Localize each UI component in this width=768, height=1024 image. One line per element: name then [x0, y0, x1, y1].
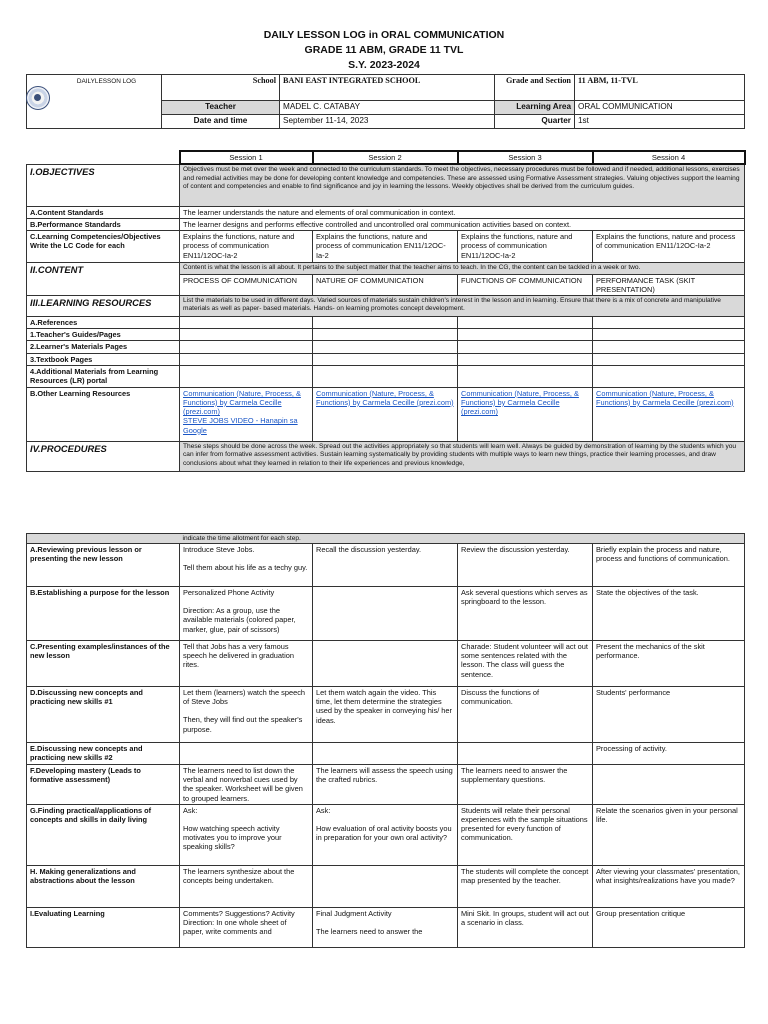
empty-cell [458, 341, 593, 353]
procedure-text: Recall the discussion yesterday. [316, 545, 422, 554]
empty-cell [313, 316, 458, 328]
lc-session-1: Explains the functions, nature and process of communication EN11/12OC-Ia-2 [180, 231, 313, 263]
procedure-session-4 [593, 804, 745, 865]
empty-cell [180, 329, 313, 341]
procedure-text: The learners need to answer the supplementary questions. [461, 766, 568, 785]
content-title: II.CONTENT [27, 263, 180, 296]
title-line-1: DAILY LESSON LOG in ORAL COMMUNICATION [263, 29, 505, 41]
learning-area-label: Learning Area [495, 101, 575, 115]
performance-standards-label: B.Performance Standards [27, 218, 180, 230]
empty-cell [458, 353, 593, 365]
resources-session-1 [180, 387, 313, 441]
empty-cell [458, 329, 593, 341]
session-3-header: Session 3 [458, 151, 593, 164]
procedure-text: Students will relate their personal experiences with the sample situations presented for every function of communication. [461, 805, 588, 843]
procedure-text: Processing of activity. [596, 744, 667, 753]
procedure-text: Comments? Suggestions? Activity Direction: In one whole sheet of paper, write comments and [183, 908, 295, 937]
title-line-2: GRADE 11 ABM, GRADE 11 TVL [304, 44, 464, 56]
content-standards-value: The learner understands the nature and elements of oral communication in context. [180, 206, 745, 218]
empty-cell [593, 365, 745, 387]
procedure-text: How watching speech activity motivates you to improve your speaking skills? [183, 824, 282, 852]
textbook-pages-label: 3.Textbook Pages [27, 353, 180, 365]
teachers-guides-label: 1.Teacher's Guides/Pages [27, 329, 180, 341]
session-2-header: Session 2 [313, 151, 458, 164]
learning-resources-note: List the materials to be used in different days. Varied sources of materials sustain children's interest in the lesson and in learning. Ensure that there is a mix of concrete and manipulative materials as well as paper- based materials. Hands- on learning promotes concept development. [180, 295, 745, 316]
prezi-link-1[interactable]: Communication (Nature, Process, & Functions) by Carmela Cecille (prezi.com) [183, 388, 301, 417]
lc-session-4: Explains the functions, nature and process of communication EN11/12OC-Ia-2 [593, 231, 745, 263]
session-1-header: Session 1 [180, 151, 313, 164]
procedure-session-4 [593, 765, 745, 805]
references-label: A.References [27, 316, 180, 328]
resources-session-4 [593, 387, 745, 441]
empty-cell [593, 329, 745, 341]
learning-area-value: ORAL COMMUNICATION [575, 101, 745, 115]
empty-cell [313, 353, 458, 365]
content-session-3: FUNCTIONS OF COMMUNICATION [458, 274, 593, 295]
prezi-link-3[interactable]: Communication (Nature, Process, & Functions) by Carmela Cecille (prezi.com) [461, 388, 579, 417]
steve-jobs-video-link[interactable]: STEVE JOBS VIDEO - Hanapin sa Google [183, 416, 298, 435]
content-session-1: PROCESS OF COMMUNICATION [180, 274, 313, 295]
objectives-note: Objectives must be met over the week and connected to the curriculum standards. To meet the objectives, necessary procedures must be followed and if needed, additional lessons, exercises and remedial activities may be done for developing content knowledge and competencies. These are assessed using Formative Assessment strategies. Valuing objectives support the learning of content and competencies and enable to find significance and joy in learning the lessons. Weekly objectives shall be derived from the curriculum guides. [180, 164, 745, 206]
school-label: School [162, 75, 280, 101]
procedure-session-3 [458, 743, 593, 765]
procedure-session-1 [180, 587, 313, 641]
procedure-session-2 [313, 907, 458, 947]
procedure-text: Personalized Phone Activity [183, 588, 275, 597]
content-session-4: PERFORMANCE TASK (SKIT PRESENTATION) [593, 274, 745, 295]
procedure-text: Tell that Jobs has a very famous speech he delivered in graduation rites. [183, 642, 294, 670]
procedure-session-4 [593, 641, 745, 687]
procedure-text: Then, they will find out the speaker's purpose. [183, 715, 303, 734]
procedure-row-generalizations [27, 865, 745, 907]
objectives-title: I.OBJECTIVES [27, 164, 180, 206]
procedure-session-2 [313, 743, 458, 765]
procedure-session-1 [180, 765, 313, 805]
procedure-session-2 [313, 687, 458, 743]
procedure-text: Introduce Steve Jobs. [183, 545, 255, 554]
learning-resources-title: III.LEARNING RESOURCES [27, 295, 180, 316]
procedure-session-2 [313, 544, 458, 587]
procedure-session-3 [458, 641, 593, 687]
grade-label: Grade and Section [495, 75, 575, 101]
procedure-session-3 [458, 587, 593, 641]
school-value: BANI EAST INTEGRATED SCHOOL [280, 75, 495, 101]
other-resources-label: B.Other Learning Resources [27, 387, 180, 441]
procedure-text: Ask: [183, 805, 198, 815]
procedure-text: Group presentation critique [596, 908, 686, 918]
empty-cell [313, 365, 458, 387]
procedure-session-2 [313, 587, 458, 641]
procedure-rows [27, 544, 745, 948]
procedure-row-reviewing [27, 544, 745, 587]
procedure-label: A.Reviewing previous lesson or presenting the new lesson [27, 544, 180, 587]
procedures-note-cont: indicate the time allotment for each step. [180, 534, 745, 544]
grade-value: 11 ABM, 11-TVL [575, 75, 745, 101]
procedure-text: The students will complete the concept map presented by the teacher. [461, 866, 589, 886]
lc-session-3: Explains the functions, nature and process of communication EN11/12OC-Ia-2 [458, 231, 593, 263]
additional-materials-label: 4.Additional Materials from Learning Resources (LR) portal [27, 365, 180, 387]
procedure-session-1 [180, 865, 313, 907]
empty-cell [313, 329, 458, 341]
deped-seal-icon [26, 86, 50, 110]
title-line-3: S.Y. 2023-2024 [348, 59, 420, 71]
procedure-text: After viewing your classmates' presentation, what insights/realizations have you made? [596, 866, 740, 886]
procedure-session-4 [593, 865, 745, 907]
procedure-text: Relate the scenarios given in your personal life. [596, 805, 738, 825]
procedure-row-evaluating [27, 907, 745, 947]
learners-materials-label: 2.Learner's Materials Pages [27, 341, 180, 353]
session-4-header: Session 4 [593, 151, 745, 164]
procedure-session-3 [458, 804, 593, 865]
header-table [26, 74, 745, 129]
procedure-row-discussing-2 [27, 743, 745, 765]
empty-cell [313, 341, 458, 353]
procedure-label: E.Discussing new concepts and practicing new skills #2 [27, 743, 180, 765]
procedure-text: Briefly explain the process and nature, process and functions of communication. [596, 545, 730, 564]
empty-cell [458, 365, 593, 387]
daily-lesson-log-label: DAILYLESSON LOG [76, 78, 137, 85]
procedure-session-2 [313, 865, 458, 907]
procedure-session-1 [180, 687, 313, 743]
empty-cell [458, 316, 593, 328]
prezi-link-2[interactable]: Communication (Nature, Process, & Functions) by Carmela Cecille (prezi.com) [316, 388, 454, 407]
teacher-value: MADEL C. CATABAY [280, 101, 495, 115]
quarter-value: 1st [575, 115, 745, 129]
procedure-session-3 [458, 865, 593, 907]
procedure-row-examples [27, 641, 745, 687]
procedure-session-1 [180, 907, 313, 947]
procedure-text: The learners synthesize about the concepts being undertaken. [183, 866, 295, 886]
empty-cell [593, 353, 745, 365]
procedure-text: Charade: Student volunteer will act out some sentences related with the lesson. The class will guess the sentence. [461, 642, 588, 679]
procedure-text: Discuss the functions of communication. [461, 688, 540, 707]
procedure-text: Tell them about his life as a techy guy. [183, 563, 308, 573]
procedure-label: I.Evaluating Learning [27, 907, 180, 947]
procedure-label: D.Discussing new concepts and practicing new skills #1 [27, 687, 180, 743]
procedure-text: Let them (learners) watch the speech of Steve Jobs [183, 688, 306, 707]
procedure-session-4 [593, 687, 745, 743]
document-titles [0, 28, 768, 73]
procedures-title: IV.PROCEDURES [27, 441, 180, 471]
empty-cell [180, 353, 313, 365]
procedure-text: The learners need to answer the [316, 927, 423, 937]
procedure-text: Ask: [316, 805, 331, 815]
procedure-session-1 [180, 804, 313, 865]
content-standards-label: A.Content Standards [27, 206, 180, 218]
procedure-text: Mini Skit. In groups, student will act out a scenario in class. [461, 908, 589, 928]
resources-session-2 [313, 387, 458, 441]
lc-session-2: Explains the functions, nature and process of communication EN11/12OC-Ia-2 [313, 231, 458, 263]
procedure-text: Review the discussion yesterday. [461, 545, 570, 554]
procedure-text: Direction: As a group, use the available materials (colored paper, marker, glue, pair of scissors) [183, 606, 296, 634]
procedure-label: H. Making generalizations and abstractions about the lesson [27, 865, 180, 907]
empty-cell [180, 365, 313, 387]
procedure-session-4 [593, 743, 745, 765]
procedure-text: Ask several questions which serves as springboard to the lesson. [461, 588, 588, 607]
procedure-text: Let them watch again the video. This time, let them determine the strategies used by the speaker in conveying his/ her ideas. [316, 688, 452, 725]
quarter-label: Quarter [495, 115, 575, 129]
procedure-session-2 [313, 804, 458, 865]
procedure-session-1 [180, 641, 313, 687]
procedure-text: Final Judgment Activity [316, 908, 392, 918]
teacher-label: Teacher [162, 101, 280, 115]
procedure-session-3 [458, 765, 593, 805]
procedure-label: B.Establishing a purpose for the lesson [27, 587, 180, 641]
empty-cell [593, 341, 745, 353]
procedure-session-3 [458, 544, 593, 587]
prezi-link-4[interactable]: Communication (Nature, Process, & Functions) by Carmela Cecille (prezi.com) [596, 388, 734, 407]
empty-cell [180, 316, 313, 328]
procedure-row-applications [27, 804, 745, 865]
procedure-text: Present the mechanics of the skit performance. [596, 642, 705, 661]
lesson-table-part-2 [26, 533, 745, 948]
procedure-text: The learners will assess the speech using the crafted rubrics. [316, 766, 453, 785]
performance-standards-value: The learner designs and performs effective controlled and uncontrolled oral communication activities based on context. [180, 218, 745, 230]
blank-corner [27, 151, 180, 164]
procedure-session-4 [593, 587, 745, 641]
procedure-text: State the objectives of the task. [596, 588, 699, 597]
procedure-session-3 [458, 687, 593, 743]
learning-competencies-label: C.Learning Competencies/Objectives Write the LC Code for each [27, 231, 180, 263]
procedure-text: Students' performance [596, 688, 671, 697]
procedure-session-2 [313, 641, 458, 687]
procedure-row-purpose [27, 587, 745, 641]
procedure-text: How evaluation of oral activity boosts you in preparation for your own oral activity? [316, 824, 452, 843]
procedures-note-cont-spacer [27, 534, 180, 544]
procedure-session-4 [593, 544, 745, 587]
procedures-note: These steps should be done across the week. Spread out the activities appropriately so that students will learn well. Always be guided by demonstration of learning by the students which you can infer from formative assessment activities. Sustain learning systematically by providing students with multiple ways to learn new things, practice their learning processes, and draw conclusions about what they learned in relation to their life experiences and previous knowledge, [180, 441, 745, 471]
procedure-label: C.Presenting examples/instances of the new lesson [27, 641, 180, 687]
date-label: Date and time [162, 115, 280, 129]
procedure-session-1 [180, 743, 313, 765]
procedure-session-4 [593, 907, 745, 947]
empty-cell [180, 341, 313, 353]
empty-cell [593, 316, 745, 328]
procedure-label: F.Developing mastery (Leads to formative assessment) [27, 765, 180, 805]
date-value: September 11-14, 2023 [280, 115, 495, 129]
lesson-table-part-1 [26, 150, 746, 472]
procedure-session-1 [180, 544, 313, 587]
procedure-session-3 [458, 907, 593, 947]
content-session-2: NATURE OF COMMUNICATION [313, 274, 458, 295]
procedure-session-2 [313, 765, 458, 805]
procedure-row-discussing-1 [27, 687, 745, 743]
resources-session-3 [458, 387, 593, 441]
procedure-row-mastery [27, 765, 745, 805]
content-note: Content is what the lesson is all about. It pertains to the subject matter that the teacher aims to teach. In the CG, the content can be tackled in a week or two. [180, 263, 745, 274]
procedure-text: The learners need to list down the verbal and nonverbal cues used by the speaker. Worksheet will be given to grouped learners. [183, 766, 303, 803]
procedure-label: G.Finding practical/applications of concepts and skills in daily living [27, 804, 180, 865]
